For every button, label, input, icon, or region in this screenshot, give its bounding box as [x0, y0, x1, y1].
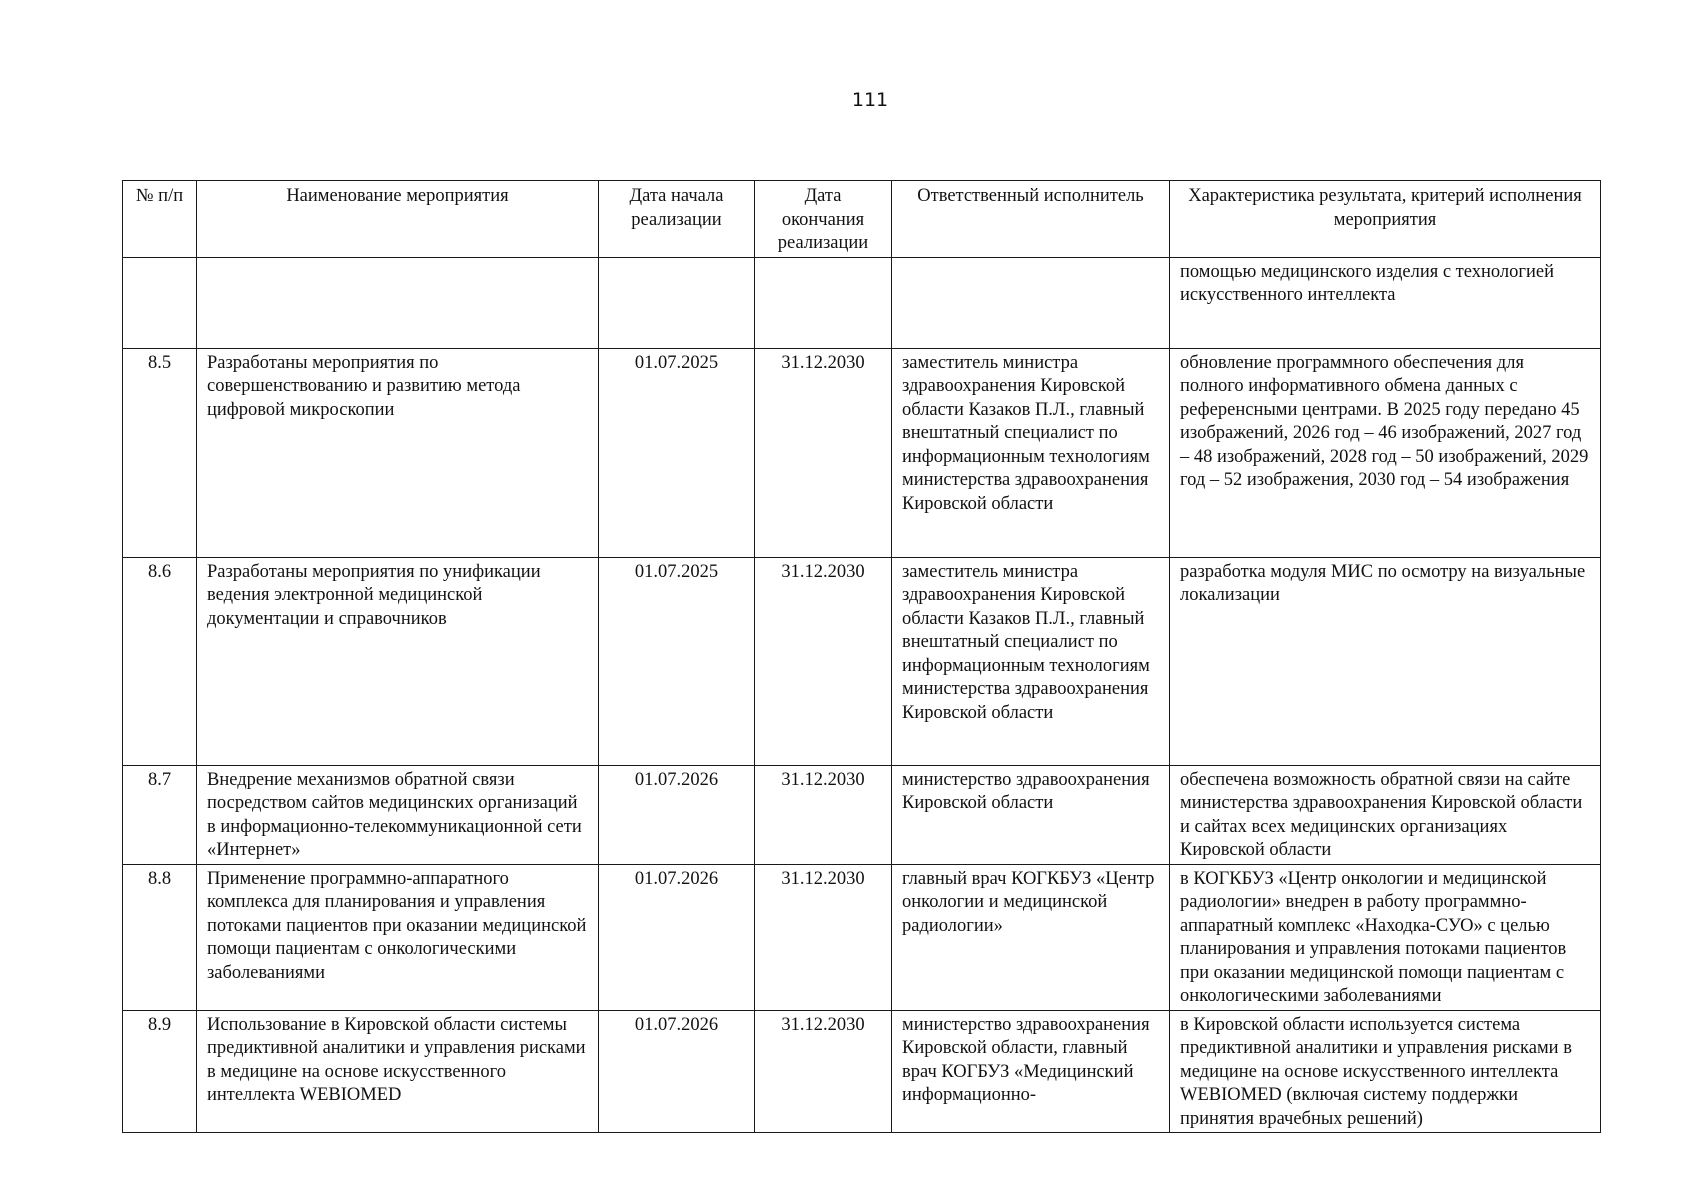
cell-end: 31.12.2030 — [755, 1010, 892, 1133]
table-row — [123, 765, 1601, 864]
header-num: № п/п — [123, 181, 197, 258]
cell-num: 8.8 — [123, 864, 197, 1010]
header-end: Дата окончания реализации — [755, 181, 892, 258]
cell-end: 31.12.2030 — [755, 765, 892, 864]
table-row — [123, 557, 1601, 765]
table-row — [123, 1010, 1601, 1133]
cell-name: Разработаны мероприятия по унификации ведения электронной медицинской документации и справочников — [197, 557, 599, 765]
table-row — [123, 864, 1601, 1010]
cell-num: 8.6 — [123, 557, 197, 765]
header-start: Дата начала реализации — [599, 181, 755, 258]
header-name: Наименование мероприятия — [197, 181, 599, 258]
cell-start: 01.07.2026 — [599, 1010, 755, 1133]
cell-result: в Кировской области используется система предиктивной аналитики и управления рисками в медицине на основе искусственного интеллекта WEBIOMED (включая систему поддержки принятия врачебных решений) — [1170, 1010, 1601, 1133]
cell-result: в КОГКБУЗ «Центр онкологии и медицинской радиологии» внедрен в работу программно-аппаратный комплекс «Находка-СУО» с целью планирования и управления потоками пациентов при оказании медицинской помощи пациентам с онкологическими заболеваниями — [1170, 864, 1601, 1010]
cell-end — [755, 257, 892, 348]
cell-start: 01.07.2026 — [599, 765, 755, 864]
cell-name: Внедрение механизмов обратной связи посредством сайтов медицинских организаций в информационно-телекоммуникационной сети «Интернет» — [197, 765, 599, 864]
cell-name: Использование в Кировской области системы предиктивной аналитики и управления рисками в медицине на основе искусственного интеллекта WEBIOMED — [197, 1010, 599, 1133]
cell-end: 31.12.2030 — [755, 864, 892, 1010]
cell-start: 01.07.2025 — [599, 557, 755, 765]
cell-num — [123, 257, 197, 348]
cell-executor — [892, 257, 1170, 348]
cell-executor: заместитель министра здравоохранения Кировской области Казаков П.Л., главный внештатный специалист по информационным технологиям министерства здравоохранения Кировской области — [892, 557, 1170, 765]
continuation-row — [123, 257, 1601, 348]
cell-name: Применение программно-аппаратного комплекса для планирования и управления потоками пациентов при оказании медицинской помощи пациентам с онкологическими заболеваниями — [197, 864, 599, 1010]
cell-executor: министерство здравоохранения Кировской области, главный врач КОГБУЗ «Медицинский информационно- — [892, 1010, 1170, 1133]
cell-name — [197, 257, 599, 348]
cell-result: разработка модуля МИС по осмотру на визуальные локализации — [1170, 557, 1601, 765]
cell-result: обеспечена возможность обратной связи на сайте министерства здравоохранения Кировской области и сайтах всех медицинских организациях Кировской области — [1170, 765, 1601, 864]
cell-start: 01.07.2026 — [599, 864, 755, 1010]
cell-executor: главный врач КОГКБУЗ «Центр онкологии и медицинской радиологии» — [892, 864, 1170, 1010]
cell-num: 8.9 — [123, 1010, 197, 1133]
table-header-row — [123, 181, 1601, 258]
header-executor: Ответственный исполнитель — [892, 181, 1170, 258]
cell-num: 8.7 — [123, 765, 197, 864]
cell-result: обновление программного обеспечения для полного информативного обмена данных с референсными центрами. В 2025 году передано 45 изображений, 2026 год – 46 изображений, 2027 год – 48 изображений, 2028 год – 50 изображений, 2029 год – 52 изображения, 2030 год – 54 изображения — [1170, 348, 1601, 557]
activities-table — [122, 180, 1601, 1133]
cell-result: помощью медицинского изделия с технологией искусственного интеллекта — [1170, 257, 1601, 348]
cell-start: 01.07.2025 — [599, 348, 755, 557]
cell-name: Разработаны мероприятия по совершенствованию и развитию метода цифровой микроскопии — [197, 348, 599, 557]
cell-executor: министерство здравоохранения Кировской области — [892, 765, 1170, 864]
page-number: 111 — [851, 89, 889, 111]
cell-end: 31.12.2030 — [755, 348, 892, 557]
table-row — [123, 348, 1601, 557]
header-result: Характеристика результата, критерий исполнения мероприятия — [1170, 181, 1601, 258]
cell-end: 31.12.2030 — [755, 557, 892, 765]
cell-start — [599, 257, 755, 348]
cell-executor: заместитель министра здравоохранения Кировской области Казаков П.Л., главный внештатный специалист по информационным технологиям министерства здравоохранения Кировской области — [892, 348, 1170, 557]
cell-num: 8.5 — [123, 348, 197, 557]
